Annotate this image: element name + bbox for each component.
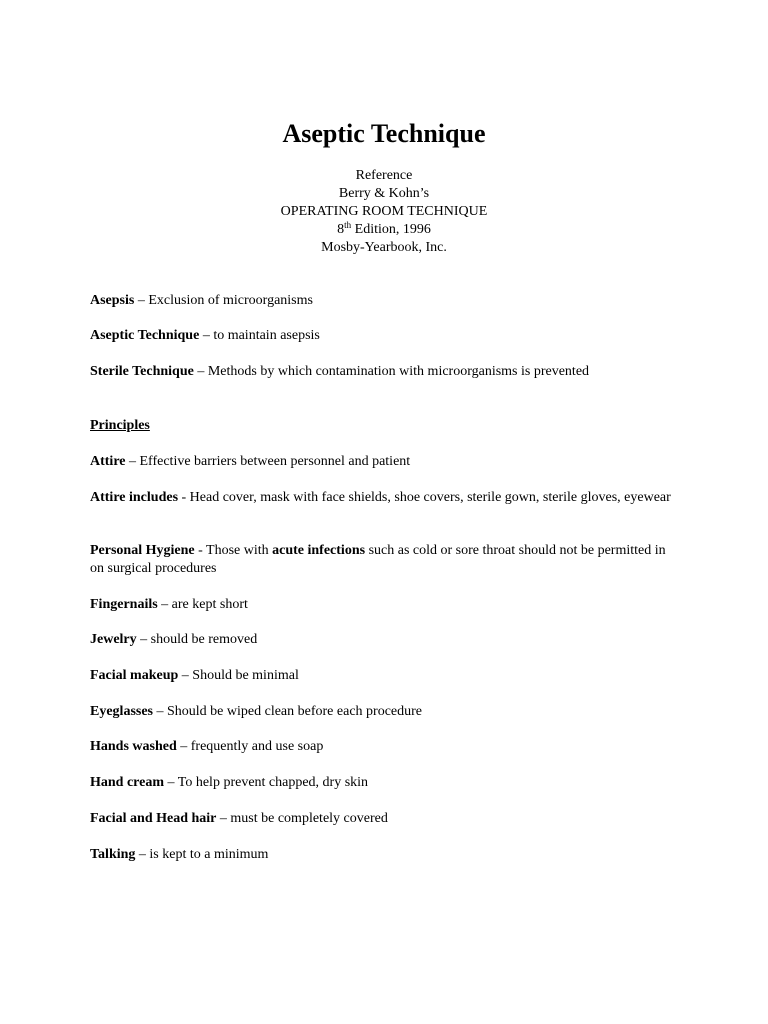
principle-hand-cream bbox=[90, 774, 680, 792]
principle-jewelry bbox=[90, 631, 680, 649]
definition-sterile-technique bbox=[90, 363, 680, 381]
principle-talking bbox=[90, 846, 680, 864]
definition-term: Asepsis bbox=[90, 293, 135, 308]
principle-text: – Should be minimal bbox=[178, 668, 299, 683]
principle-text: – frequently and use soap bbox=[176, 739, 324, 754]
edition-suffix: th bbox=[344, 220, 352, 230]
principle-text: – is kept to a minimum bbox=[135, 847, 269, 862]
principle-term: Hands washed bbox=[90, 739, 177, 754]
principle-text-continued: such as cold or sore throat should not be permitted in on surgical procedures bbox=[90, 543, 666, 576]
definition-term: Sterile Technique bbox=[90, 364, 194, 379]
principle-attire bbox=[90, 453, 680, 471]
principle-term: Eyeglasses bbox=[90, 704, 153, 719]
principle-facial-head-hair bbox=[90, 810, 680, 828]
reference-authors: Berry & Kohn’s bbox=[338, 186, 430, 201]
definition-asepsis bbox=[90, 292, 680, 310]
edition-number: 8 bbox=[337, 222, 345, 237]
principle-facial-makeup bbox=[90, 667, 680, 685]
principle-text: – Effective barriers between personnel and patient bbox=[125, 454, 411, 469]
principle-term-emphasis: acute infections bbox=[272, 543, 366, 558]
principle-text: - Head cover, mask with face shields, shoe covers, sterile gown, sterile gloves, eyewear bbox=[178, 490, 671, 505]
principle-personal-hygiene bbox=[90, 542, 680, 578]
definition-text: – Methods by which contamination with microorganisms is prevented bbox=[193, 364, 590, 379]
reference-edition bbox=[0, 221, 768, 239]
principle-term: Attire includes bbox=[90, 490, 179, 505]
definition-text: – Exclusion of microorganisms bbox=[134, 293, 313, 308]
principle-text: - Those with bbox=[194, 543, 273, 558]
principle-term: Talking bbox=[90, 847, 136, 862]
principle-term: Attire bbox=[90, 454, 126, 469]
reference-book-title: OPERATING ROOM TECHNIQUE bbox=[280, 204, 488, 219]
principle-term: Jewelry bbox=[90, 632, 137, 647]
principle-eyeglasses bbox=[90, 703, 680, 721]
principles-heading: Principles bbox=[90, 418, 150, 433]
principle-term: Facial makeup bbox=[90, 668, 179, 683]
edition-rest: Edition, 1996 bbox=[351, 222, 431, 237]
definition-term: Aseptic Technique bbox=[90, 328, 200, 343]
reference-label: Reference bbox=[355, 168, 413, 183]
principle-fingernails bbox=[90, 596, 680, 614]
reference-block bbox=[0, 167, 768, 257]
principle-term: Hand cream bbox=[90, 775, 165, 790]
principle-attire-includes bbox=[90, 489, 680, 507]
principle-text: – are kept short bbox=[157, 597, 248, 612]
principle-text: – Should be wiped clean before each procedure bbox=[153, 704, 422, 719]
reference-publisher: Mosby-Yearbook, Inc. bbox=[321, 240, 447, 255]
principle-text: – must be completely covered bbox=[216, 811, 388, 826]
definition-text: – to maintain asepsis bbox=[199, 328, 320, 343]
definition-aseptic-technique bbox=[90, 327, 680, 345]
principle-term: Personal Hygiene bbox=[90, 543, 195, 558]
principle-term: Facial and Head hair bbox=[90, 811, 217, 826]
principle-text: – To help prevent chapped, dry skin bbox=[164, 775, 369, 790]
principle-term: Fingernails bbox=[90, 597, 158, 612]
principle-hands-washed bbox=[90, 738, 680, 756]
page-title: Aseptic Technique bbox=[282, 119, 486, 148]
principle-text: – should be removed bbox=[136, 632, 258, 647]
